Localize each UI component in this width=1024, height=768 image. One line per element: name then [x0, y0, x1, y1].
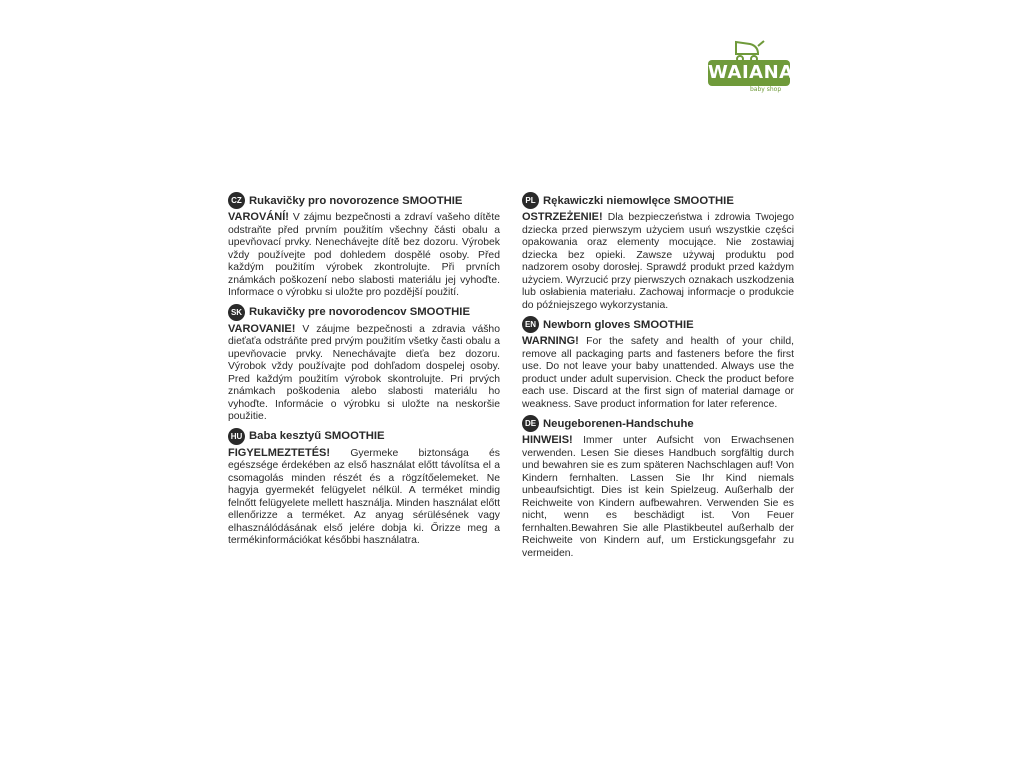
brand-logo — [700, 38, 796, 96]
language-badge: HU — [228, 428, 245, 445]
brand-name: WAIANA — [708, 60, 790, 86]
left-column — [228, 192, 500, 552]
language-badge: PL — [522, 192, 539, 209]
warning-label: WARNING! — [522, 335, 579, 347]
language-badge: CZ — [228, 192, 245, 209]
section-title: Neugeborenen-Handschuhe — [543, 417, 694, 430]
section-text — [228, 323, 500, 424]
section-title: Rukavičky pre novorodencov SMOOTHIE — [249, 306, 470, 318]
section-title: Baba kesztyű SMOOTHIE — [249, 430, 385, 442]
section-hu — [228, 428, 500, 548]
section-text — [228, 211, 500, 300]
section-heading — [522, 415, 794, 432]
section-cz — [228, 192, 500, 300]
section-text — [522, 434, 794, 560]
warning-text: V zájmu bezpečnosti a zdraví vašeho dítěte odstraňte před prvním použitím všechny části obalu a upevňovací prvky. Nenechávejte dítě bez dozoru. Výrobek vždy používejte pod dohledem dospělé osoby. Před každým použitím výrobek zkontrolujte. Při prvních známkách poškození nebo slabosti materiálu jej vyhoďte. Informace o výrobku si uložte pro pozdější použití. — [228, 212, 501, 298]
warning-text: Dla bezpieczeństwa i zdrowia Twojego dziecka przed pierwszym użyciem usuń wszystkie części opakowania oraz elementy mocujące. Nie zostawiaj dziecka bez opieki. Zawsze używaj produktu pod nadzorem osoby dorosłej. Sprawdź produkt przed każdym użyciem. Wyrzucić przy pierwszych oznakach uszkodzenia lub osłabienia materiału. Zachowaj informacje o produkcie do późniejszego wykorzystania. — [522, 212, 795, 311]
section-heading — [228, 428, 500, 445]
section-text — [522, 211, 794, 312]
section-pl — [522, 192, 794, 312]
warning-text: For the safety and health of your child, remove all packaging parts and fasteners before the first use. Do not leave your baby unattended. Always use the product under adult supervision. Check the product before each use. Discard at the first sign of material damage or weakness. Save product information for later reference. — [522, 336, 795, 410]
warning-text: V záujme bezpečnosti a zdravia vášho dieťaťa odstráňte pred prvým použitím všetky časti obalu a upevňovacie prvky. Nenechávajte dieťa bez dozoru. Výrobok vždy používajte pod dohľadom dospelej osoby. Pred každým použitím výrobok skontrolujte. Pri prvých známkach poškodenia alebo slabosti materiálu ho vyhoďte. Informácie o výrobku si uložte na neskoršie použitie. — [228, 323, 500, 422]
brand-tagline: baby shop — [750, 86, 782, 93]
section-title: Newborn gloves SMOOTHIE — [543, 318, 694, 331]
language-badge: EN — [522, 316, 539, 333]
warning-text: Gyermeke biztonsága és egészsége érdekében az első használat előtt távolítsa el a csomagolás minden részét és a rögzítőelemeket. Ne hagyja gyermekét felügyelet nélkül. A terméket mindig felnőtt felügyelete mellett használja. Minden használat előtt ellenőrizze a terméket. Az anyag sérülésének vagy elhasználódásának első jelére dobja ki. Őrizze meg a termékinformációkat későbbi használatra. — [228, 447, 500, 546]
right-column — [522, 192, 794, 564]
language-badge: SK — [228, 304, 245, 321]
warning-label: FIGYELMEZTETÉS! — [228, 446, 331, 459]
section-heading — [522, 316, 794, 333]
warning-label: VAROVÁNÍ! — [228, 211, 289, 223]
section-heading — [522, 192, 794, 209]
warning-label: HINWEIS! — [522, 434, 573, 446]
warning-label: VAROVANIE! — [228, 322, 296, 335]
section-text — [228, 447, 500, 548]
warning-text: Immer unter Aufsicht von Erwachsenen verwenden. Lesen Sie dieses Handbuch sorgfältig durch und bewahren sie es zum späteren Nachschlagen auf! Von Kindern fernhalten. Lassen Sie Ihr Kind niemals unbeaufsichtigt. Dies ist kein Spielzeug. Außerhalb der Reichweite von Kindern aufbewahren. Verwenden Sie es nicht, wenn es beschädigt ist. Von Feuer fernhalten.Bewahren Sie alle Plastikbeutel außerhalb der Reichweite von Kindern auf, um Erstickungsgefahr zu vermeiden. — [522, 435, 795, 559]
section-en — [522, 316, 794, 411]
warning-label: OSTRZEŻENIE! — [522, 211, 603, 223]
section-title: Rękawiczki niemowlęce SMOOTHIE — [543, 194, 734, 207]
section-text — [522, 335, 794, 411]
section-sk — [228, 304, 500, 424]
section-heading — [228, 192, 500, 209]
section-de — [522, 415, 794, 560]
section-title: Rukavičky pro novorozence SMOOTHIE — [249, 194, 463, 207]
language-badge: DE — [522, 415, 539, 432]
section-heading — [228, 304, 500, 321]
